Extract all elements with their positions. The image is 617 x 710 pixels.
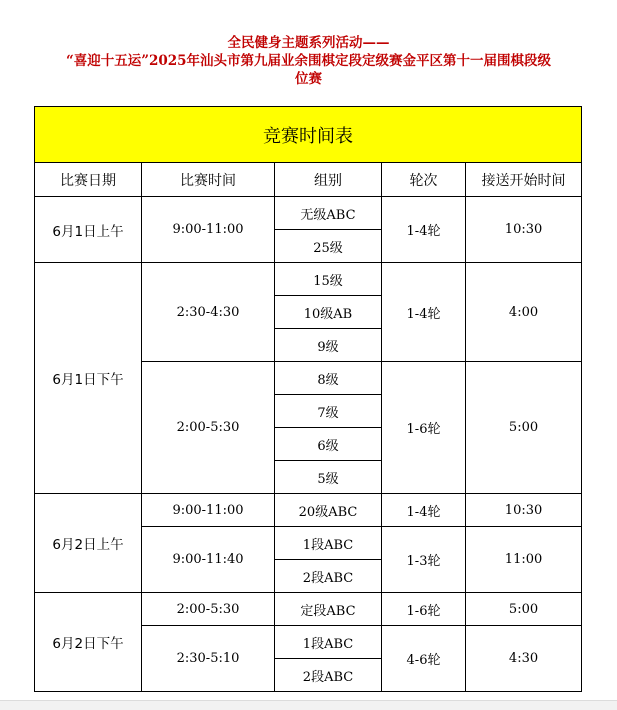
time-cell: 2:30-5:10 [142,626,275,692]
header-shuttle: 接送开始时间 [466,163,582,197]
time-cell: 2:00-5:30 [142,593,275,626]
group-cell: 15级 [275,263,382,296]
rounds-cell: 1-4轮 [382,263,466,362]
schedule-title: 竞赛时间表 [35,107,582,163]
group-cell: 5级 [275,461,382,494]
group-cell: 25级 [275,230,382,263]
shuttle-cell: 4:30 [466,626,582,692]
time-cell: 9:00-11:40 [142,527,275,593]
page-header [0,34,617,88]
group-cell: 6级 [275,428,382,461]
header-line-1: 全民健身主题系列活动—— [227,35,390,51]
time-cell: 2:30-4:30 [142,263,275,362]
time-cell: 9:00-11:00 [142,197,275,263]
rounds-cell: 1-6轮 [382,362,466,494]
date-cell: 6月1日下午 [35,263,142,494]
header-date: 比赛日期 [35,163,142,197]
header-group: 组别 [275,163,382,197]
header-line-2: “喜迎十五运”2025年汕头市第九届业余围棋定段定级赛金平区第十一届围棋段级 [65,53,552,69]
shuttle-cell: 11:00 [466,527,582,593]
group-cell: 无级ABC [275,197,382,230]
group-cell: 定段ABC [275,593,382,626]
group-cell: 2段ABC [275,560,382,593]
group-cell: 10级AB [275,296,382,329]
rounds-cell: 1-4轮 [382,494,466,527]
group-cell: 2段ABC [275,659,382,692]
header-line-3: 位赛 [295,71,322,87]
header-rounds: 轮次 [382,163,466,197]
shuttle-cell: 10:30 [466,197,582,263]
group-cell: 8级 [275,362,382,395]
rounds-cell: 1-6轮 [382,593,466,626]
date-cell: 6月1日上午 [35,197,142,263]
group-cell: 1段ABC [275,626,382,659]
group-cell: 7级 [275,395,382,428]
date-cell: 6月2日上午 [35,494,142,593]
shuttle-cell: 5:00 [466,362,582,494]
rounds-cell: 1-3轮 [382,527,466,593]
shuttle-cell: 10:30 [466,494,582,527]
date-cell: 6月2日下午 [35,593,142,692]
group-cell: 20级ABC [275,494,382,527]
rounds-cell: 1-4轮 [382,197,466,263]
schedule-table [34,106,582,692]
shuttle-cell: 5:00 [466,593,582,626]
rounds-cell: 4-6轮 [382,626,466,692]
time-cell: 9:00-11:00 [142,494,275,527]
group-cell: 1段ABC [275,527,382,560]
time-cell: 2:00-5:30 [142,362,275,494]
shuttle-cell: 4:00 [466,263,582,362]
header-time: 比赛时间 [142,163,275,197]
group-cell: 9级 [275,329,382,362]
